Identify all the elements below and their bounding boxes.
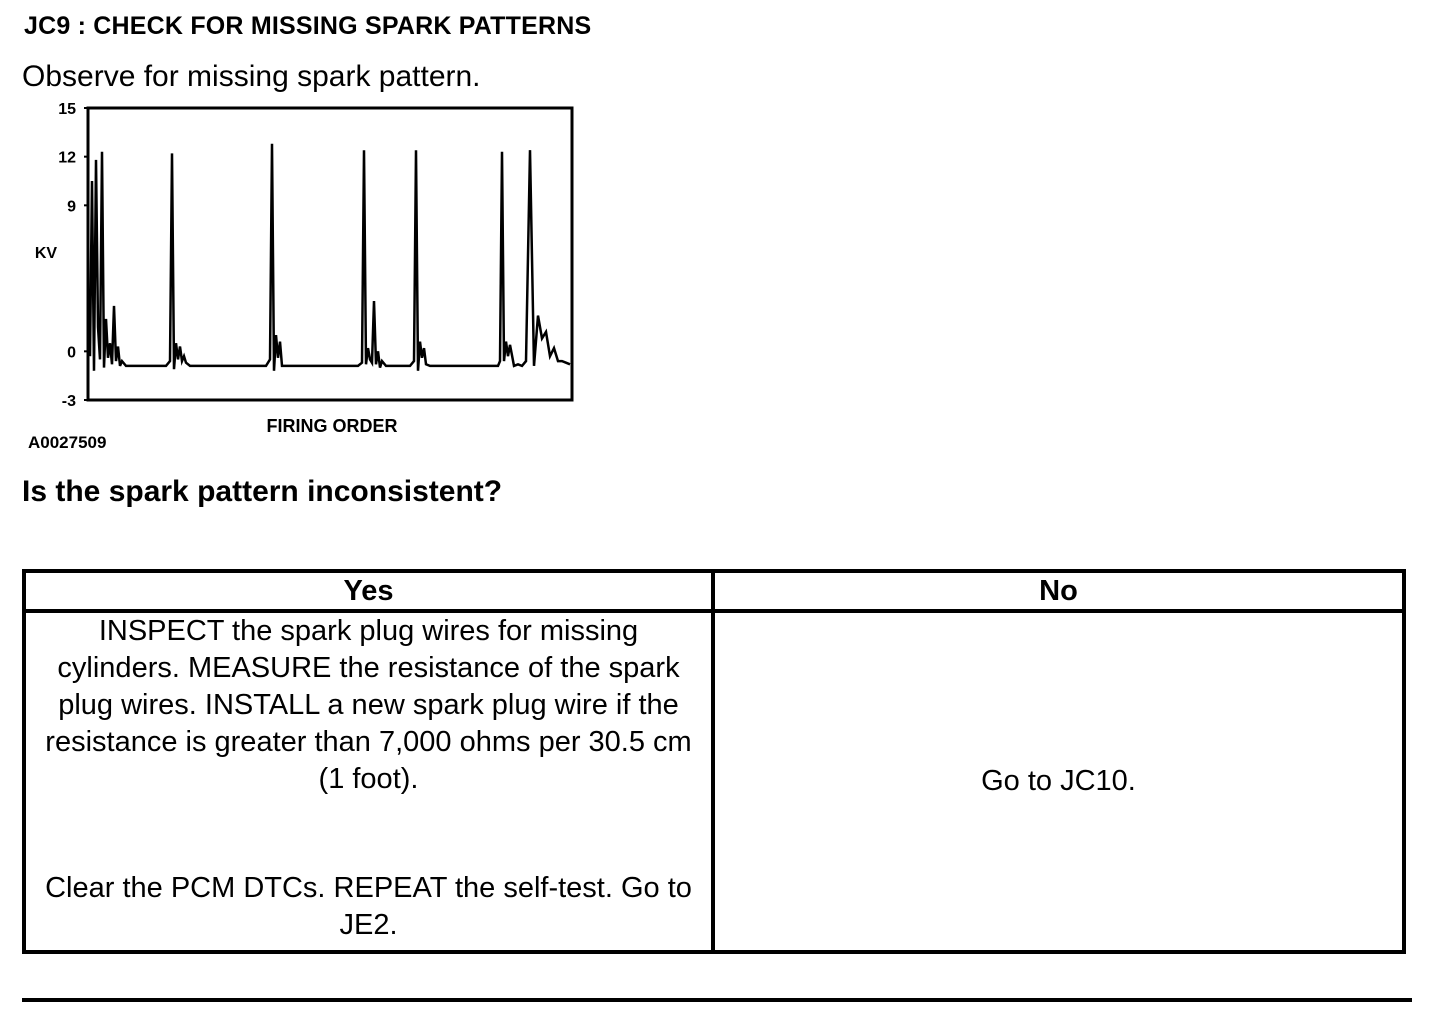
y-tick-label: 9: [67, 198, 76, 216]
y-tick-label: 15: [58, 101, 76, 118]
bottom-divider: [22, 998, 1412, 1002]
yes-column-header: Yes: [24, 571, 713, 611]
yes-action-cell: [24, 611, 713, 952]
procedure-heading: JC9 : CHECK FOR MISSING SPARK PATTERNS: [24, 12, 592, 40]
spark-pattern-chart: [0, 96, 600, 466]
yes-action-clear-dtcs: Clear the PCM DTCs. REPEAT the self-test. Go to JE2.: [45, 872, 692, 941]
yes-action-inspect: INSPECT the spark plug wires for missing cylinders. MEASURE the resistance of the spark plug wires. INSTALL a new spark plug wire if the resistance is greater than 7,000 ohms per 30.5 cm (1 foot).: [45, 615, 692, 795]
no-action-cell: Go to JC10.: [713, 611, 1404, 952]
y-axis-ticks: [58, 101, 89, 410]
decision-question: Is the spark pattern inconsistent?: [22, 475, 503, 508]
x-axis-label: FIRING ORDER: [266, 416, 398, 436]
y-tick-label: -3: [61, 393, 76, 410]
decision-table: [22, 569, 1406, 954]
instruction-text: Observe for missing spark pattern.: [22, 60, 481, 93]
y-tick-label: 12: [58, 149, 76, 167]
spark-pattern-figure: [0, 96, 600, 466]
decision-header-row: [24, 571, 1404, 611]
decision-body-row: [24, 611, 1404, 952]
y-axis-label: KV: [34, 245, 58, 262]
no-column-header: No: [713, 571, 1404, 611]
spark-trace-line: [90, 144, 570, 371]
y-tick-label: 0: [67, 344, 76, 362]
figure-id-label: A0027509: [28, 433, 107, 452]
